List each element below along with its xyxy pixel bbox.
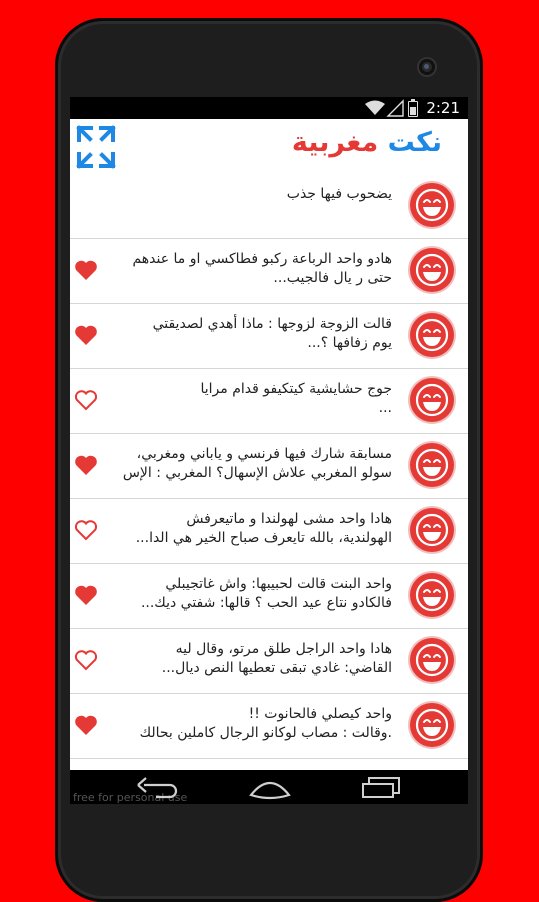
status-time: 2:21 [426,99,460,117]
joke-line-1: قالت الزوجة لزوجها : ماذا أهدي لصديقتي [152,316,392,332]
joke-row[interactable] [70,629,468,694]
joke-text [92,640,392,678]
joke-row[interactable] [70,564,468,629]
laughing-face-icon [410,248,454,292]
joke-line-1: يضحوب فيها جذب [286,186,392,202]
navigation-bar [70,770,468,804]
laughing-face-icon [410,573,454,617]
front-camera [419,59,435,75]
joke-line-2: يوم زفافها ؟... [307,335,392,351]
joke-line-2: حتى ر يال فالجيب... [273,270,392,286]
joke-line-2: الهولندية، بالله تايعرف صباح الخير هي الدا... [135,530,392,546]
joke-row[interactable] [70,369,468,434]
joke-text [92,510,392,548]
joke-text [92,575,392,613]
app-bar [70,119,468,175]
joke-line-2: .وقالت : مصاب لوكانو الرجال كاملين بحالك [139,725,392,741]
joke-text [92,445,392,483]
joke-line-1: هادا واحد مشى لهولندا و ماتيعرفش [186,511,392,527]
joke-line-1: هادا واحد الراجل طلق مرتو، وقال ليه [175,641,392,657]
status-bar [70,97,468,119]
back-icon[interactable] [136,776,182,798]
laughing-face-icon [410,443,454,487]
joke-line-1: هادو واحد الرباعة ركبو فطاكسي او ما عندهم [132,251,392,267]
joke-text [92,185,392,204]
joke-line-1: واحد البنت قالت لحبيبها: واش غاتجيبلي [165,576,392,592]
joke-line-1: مسابقة شارك فيها فرنسي و ياباني ومغربي، [136,446,392,462]
app-title-part2: مغربية [291,127,379,158]
joke-line-2: سولو المغربي علاش الإسهال؟ المغربي : الإس [122,465,392,481]
laughing-face-icon [410,313,454,357]
joke-line-1: واحد كيصلي فالحانوت !! [248,706,392,722]
joke-row[interactable] [70,239,468,304]
home-icon[interactable] [247,775,293,799]
joke-text [92,705,392,743]
jokes-list[interactable] [70,186,468,770]
watermark: free for personal use [73,791,188,804]
joke-row[interactable] [70,499,468,564]
laughing-face-icon [410,638,454,682]
joke-row[interactable] [70,304,468,369]
joke-row[interactable] [70,694,468,759]
joke-row[interactable] [70,174,468,239]
wifi-icon [365,100,385,116]
joke-text [92,315,392,353]
laughing-face-icon [410,508,454,552]
signal-icon [388,101,404,116]
joke-line-2: فالكادو نتاع عيد الحب ؟ قالها: شفتي ديك... [140,595,392,611]
battery-icon [408,101,418,117]
joke-line-1: جوج حشايشية كيتكيفو قدام مرايا [200,381,392,397]
laughing-face-icon [410,183,454,227]
joke-line-2: ... [378,400,392,416]
joke-line-2: القاضي: غادي تبقى تعطيها النص ديال... [161,660,392,676]
joke-text [92,380,392,418]
laughing-face-icon [410,703,454,747]
expand-icon[interactable] [76,125,116,169]
device-screen [70,97,468,804]
joke-text [92,250,392,288]
laughing-face-icon [410,378,454,422]
app-title [292,127,442,158]
app-title-part1: نكت [387,127,442,158]
joke-row[interactable] [70,434,468,499]
recent-apps-icon[interactable] [359,776,405,798]
